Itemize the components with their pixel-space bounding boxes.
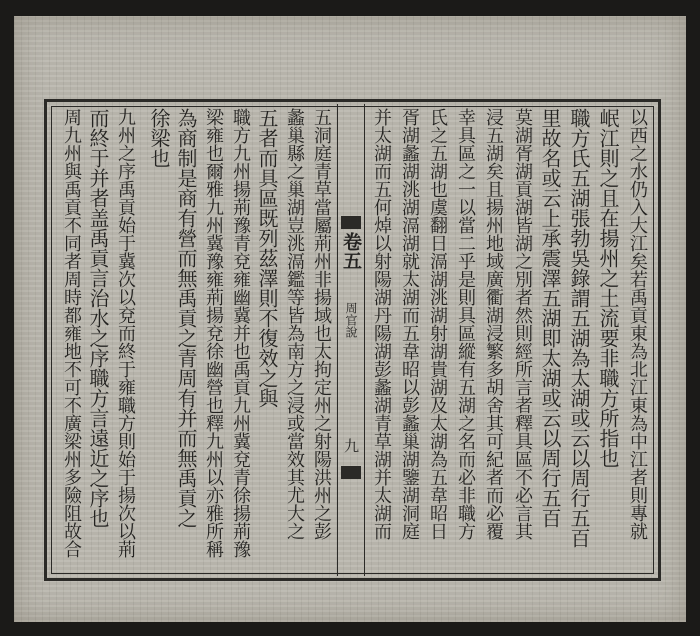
center-fold-strip (337, 104, 365, 576)
fish-tail-mark-top (341, 216, 361, 229)
text-column: 浸五湖矣且揚州地域廣衢湖浸繁多胡舍其可紀者而必覆 (483, 108, 504, 540)
text-column: 為商制是商有營而無禹貢之青周有并而無禹貢之 (174, 108, 198, 528)
text-column: 幸具區之一以當二乎是則具區縱有五湖之名而必非職方 (455, 108, 476, 540)
text-column: 五者而具區既列茲澤則不復效之與 (255, 108, 279, 408)
text-column: 以西之水仍入大江矣若禹貢東為北江東為中江者則專就 (627, 108, 648, 540)
page-number: 九 (342, 438, 360, 453)
text-column: 莫湖胥湖貢湖皆湖之別者然則經所言者釋具區不必言其 (512, 108, 533, 540)
text-column: 里故名或云上承震澤五湖即太湖或云以周行五百 (538, 108, 562, 528)
text-column: 岷江則之且在揚州之土流要非職方所指也 (596, 108, 620, 468)
text-column: 周九州與禹貢不同者周時都雍地不可不廣梁州多險阻故合 (61, 108, 82, 558)
volume-label: 卷五 (340, 232, 362, 270)
fish-tail-mark-bottom (341, 466, 361, 479)
book-title-label: 周官說 (344, 302, 358, 338)
text-column: 梁雍也爾雅九州冀豫雍荊揚兗徐幽營也釋九州以亦雅所稱 (203, 108, 224, 558)
text-column: 而終于并者盖禹貢言治水之序職方言遠近之序也 (86, 108, 110, 528)
text-column: 五洞庭青草當屬荊州非揚域也太拘定州之射陽洪州之彭 (311, 108, 332, 540)
text-column: 并太湖而五何焯以射陽湖丹陽湖彭蠡湖青草湖并太湖而 (371, 108, 392, 540)
text-column: 職方氏五湖張勃吳錄謂五湖為太湖或云以周行五百 (567, 108, 591, 548)
text-column: 蠡巢縣之巢湖豈洮滆鑑等皆為南方之浸或當效其尤大之 (284, 108, 305, 540)
text-column: 胥湖蠡湖洮湖滆湖就太湖而五韋昭以彭蠡巢湖鑒湖洞庭 (399, 108, 420, 540)
text-column: 氏之五湖也虞翻日滆湖洮湖射湖貴湖及太湖為五韋昭日 (427, 108, 448, 540)
text-column: 徐梁也 (147, 108, 171, 168)
text-column: 九州之序禹貢始于冀次以兗而終于雍職方則始于揚次以荊 (115, 108, 136, 558)
text-column: 職方九州揚荊豫青兗雍幽冀并也禹貢九州冀兗青徐揚荊豫 (230, 108, 251, 558)
